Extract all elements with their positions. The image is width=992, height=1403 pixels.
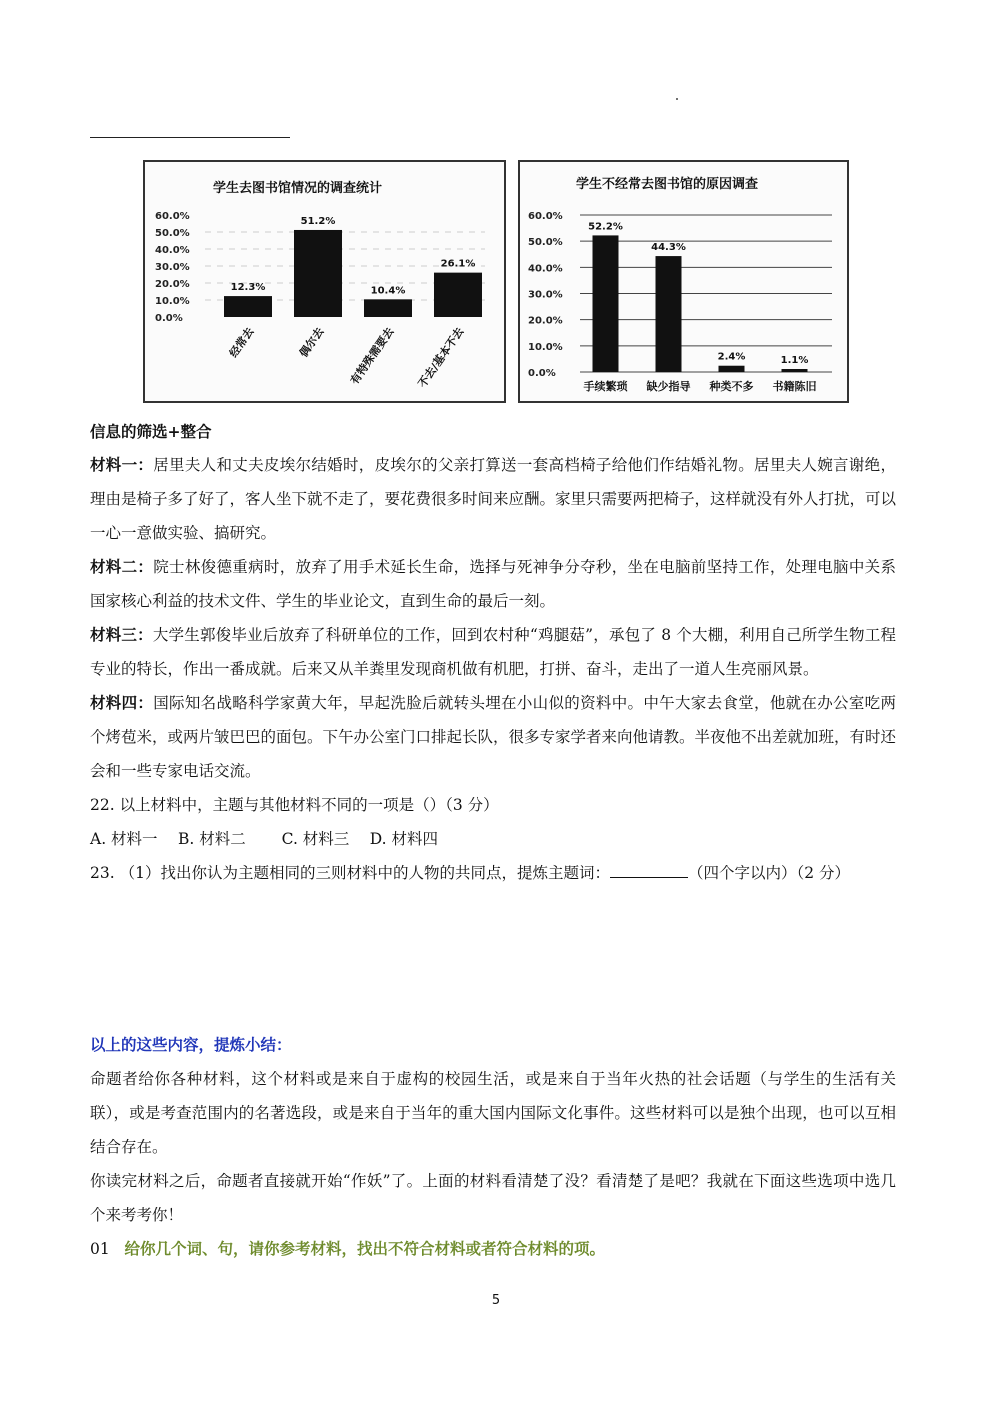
summary-paragraph-1: 命题者给你各种材料，这个材料或是来自于虚构的校园生活，或是来自于当年火热的社会话题（与学生的生活有关联），或是考查范围内的名著选段，或是来自于当年的重大国内国际文化事件。这些材料可以是独个出现，也可以互相结合存在。 bbox=[90, 1070, 896, 1156]
y-tick-label: 0.0% bbox=[155, 313, 183, 324]
data-label: 26.1% bbox=[440, 258, 476, 270]
material-label: 材料二： bbox=[90, 557, 154, 576]
question-22-options: A. 材料一 B. 材料二 C. 材料三 D. 材料四 bbox=[90, 830, 438, 848]
reason-chart-svg bbox=[520, 162, 847, 401]
material-2 bbox=[90, 550, 896, 618]
material-label: 材料四： bbox=[90, 693, 154, 712]
category-label: 缺少指导 bbox=[646, 380, 691, 393]
chart-title: 学生不经常去图书馆的原因调查 bbox=[576, 177, 759, 192]
material-text: 国际知名战略科学家黄大年，早起洗脸后就转头埋在小山似的资料中。中午大家去食堂，他就在办公室吃两个烤苞米，或两片皱巴巴的面包。下午办公室门口排起长队，很多专家学者来向他请教。半夜他不出差就加班，有时还会和一些专家电话交流。 bbox=[90, 694, 897, 780]
library-visit-chart bbox=[143, 160, 506, 403]
data-label: 1.1% bbox=[780, 355, 809, 366]
category-label: 手续繁琐 bbox=[583, 380, 628, 393]
material-1 bbox=[90, 448, 896, 550]
question-22: 22. 以上材料中，主题与其他材料不同的一项是（）（3 分） bbox=[90, 796, 499, 814]
materials-block bbox=[90, 448, 896, 890]
data-label: 10.4% bbox=[370, 285, 406, 297]
y-tick-label: 30.0% bbox=[155, 262, 190, 273]
speck bbox=[676, 98, 678, 100]
y-tick-label: 50.0% bbox=[155, 228, 190, 239]
y-tick-label: 20.0% bbox=[528, 315, 563, 327]
y-tick-label: 30.0% bbox=[528, 289, 563, 301]
y-tick-label: 0.0% bbox=[528, 368, 556, 379]
category-label: 偶尔去 bbox=[296, 325, 327, 360]
y-tick-label: 10.0% bbox=[155, 296, 190, 307]
data-label: 52.2% bbox=[588, 221, 623, 233]
category-label: 不去/基本不去 bbox=[415, 325, 467, 391]
summary-block bbox=[90, 1028, 896, 1266]
y-tick-label: 50.0% bbox=[528, 237, 563, 249]
item-text: 给你几个词、句，请你参考材料，找出不符合材料或者符合材料的项。 bbox=[124, 1239, 606, 1258]
y-tick-label: 20.0% bbox=[155, 279, 190, 290]
item-01 bbox=[90, 1232, 896, 1266]
y-tick-label: 40.0% bbox=[155, 245, 190, 256]
answer-blank[interactable] bbox=[610, 859, 688, 878]
material-label: 材料三： bbox=[90, 625, 153, 644]
answer-line bbox=[90, 137, 290, 138]
chart-title: 学生去图书馆情况的调查统计 bbox=[213, 181, 383, 196]
category-label: 书籍陈旧 bbox=[772, 380, 817, 393]
question-23-text: 23. （1）找出你认为主题相同的三则材料中的人物的共同点，提炼主题词： bbox=[90, 864, 610, 882]
bar bbox=[719, 366, 745, 372]
library-visit-chart-svg bbox=[145, 162, 504, 401]
y-tick-label: 60.0% bbox=[155, 211, 190, 222]
material-3 bbox=[90, 618, 896, 686]
y-tick-label: 40.0% bbox=[528, 263, 563, 275]
category-label: 种类不多 bbox=[709, 380, 754, 393]
y-tick-label: 10.0% bbox=[528, 341, 563, 353]
bar bbox=[294, 230, 342, 317]
material-text: 院士林俊德重病时，放弃了用手术延长生命，选择与死神争分夺秒，坐在电脑前坚持工作，处理电脑中关系国家核心利益的技术文件、学生的毕业论文，直到生命的最后一刻。 bbox=[90, 558, 896, 610]
summary-heading: 以上的这些内容，提炼小结： bbox=[90, 1035, 292, 1054]
question-23-suffix: （四个字以内）（2 分） bbox=[687, 864, 850, 882]
category-label: 有特殊需要去 bbox=[347, 325, 397, 387]
bar bbox=[593, 235, 619, 372]
data-label: 44.3% bbox=[651, 242, 686, 254]
category-label: 经常去 bbox=[226, 325, 257, 360]
material-text: 居里夫人和丈夫皮埃尔结婚时，皮埃尔的父亲打算送一套高档椅子给他们作结婚礼物。居里夫人婉言谢绝，理由是椅子多了好了，客人坐下就不走了，要花费很多时间来应酬。家里只需要两把椅子，这样就没有外人打扰，可以一心一意做实验、搞研究。 bbox=[90, 456, 897, 542]
page-number: 5 bbox=[491, 1293, 501, 1308]
bar bbox=[224, 296, 272, 317]
data-label: 12.3% bbox=[230, 282, 266, 294]
section-heading: 信息的筛选+整合 bbox=[90, 422, 212, 441]
data-label: 51.2% bbox=[300, 215, 336, 227]
bar bbox=[364, 299, 412, 317]
data-label: 2.4% bbox=[717, 351, 746, 363]
bar bbox=[656, 256, 682, 372]
material-text: 大学生郭俊毕业后放弃了科研单位的工作，回到农村种“鸡腿菇”，承包了 8 个大棚，利用自己所学生物工程专业的特长，作出一番成就。后来又从羊粪里发现商机做有机肥，打拼、奋斗，走出了一道人生亮丽风景。 bbox=[90, 626, 896, 678]
material-4 bbox=[90, 686, 896, 788]
question-23 bbox=[90, 856, 896, 890]
item-number: 01 bbox=[90, 1240, 110, 1258]
y-tick-label: 60.0% bbox=[528, 211, 563, 222]
reason-chart bbox=[518, 160, 849, 403]
summary-paragraph-2: 你读完材料之后，命题者直接就开始“作妖”了。上面的材料看清楚了没？看清楚了是吧？我就在下面这些选项中选几个来考考你！ bbox=[90, 1172, 896, 1224]
bar bbox=[782, 369, 808, 372]
bar bbox=[434, 273, 482, 317]
material-label: 材料一： bbox=[90, 455, 154, 474]
